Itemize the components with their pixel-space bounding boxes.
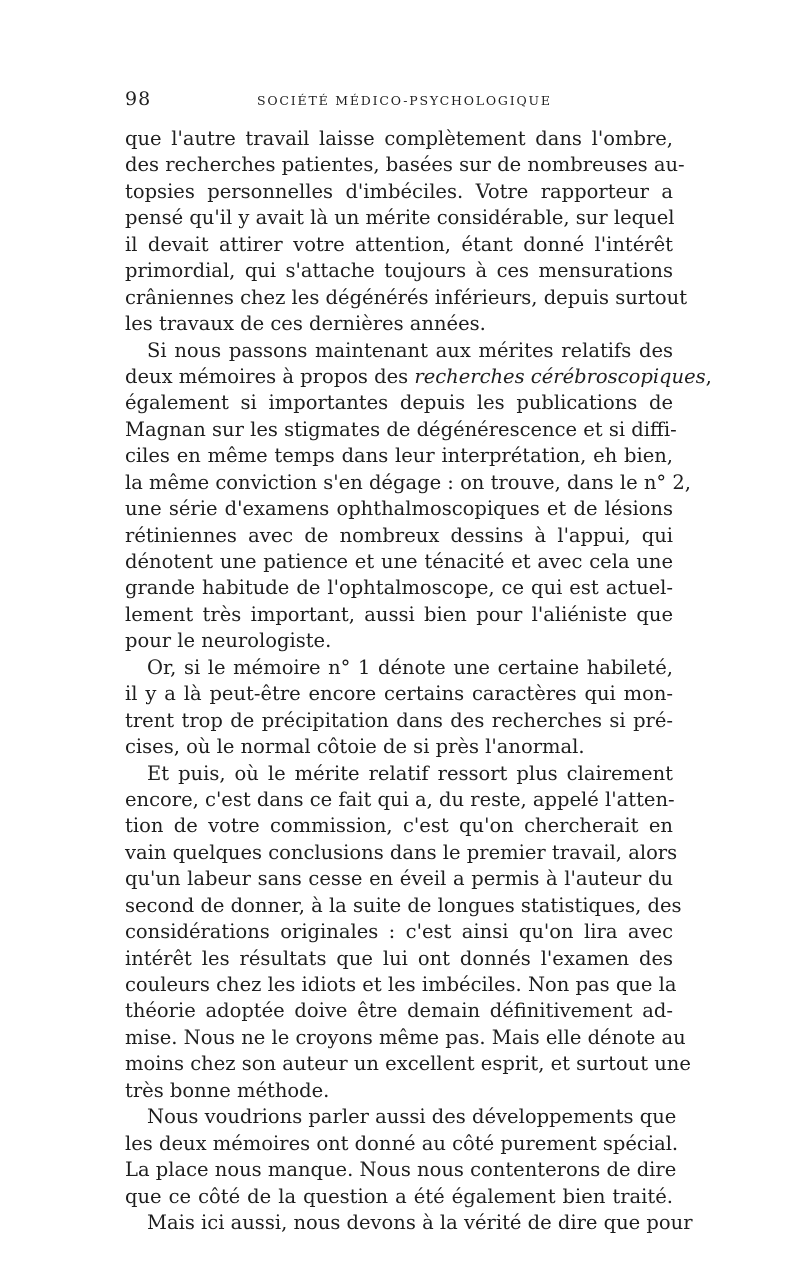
body-text [125, 126, 712, 1236]
text-line: des recherches patientes, basées sur de nombreuses au- [125, 153, 685, 177]
text-line: une série d'examens ophthalmoscopiques et de lésions [125, 497, 673, 521]
text-line: trent trop de précipitation dans des recherches si pré- [125, 708, 673, 732]
text-line: théorie adoptée doive être demain définitivement ad- [125, 999, 673, 1023]
text-line: moins chez son auteur un excellent esprit, et surtout une [125, 1052, 691, 1076]
text-segment: deux mémoires à propos des [125, 364, 415, 388]
text-line: vain quelques conclusions dans le premier travail, alors [125, 840, 678, 864]
running-head: SOCIÉTÉ MÉDICO-PSYCHOLOGIQUE [257, 93, 552, 108]
text-line: dénotent une patience et une ténacité et avec cela une [125, 550, 673, 573]
text-line: couleurs chez les idiots et les imbéciles. Non pas que la [125, 973, 677, 996]
italic-phrase: recherches cérébroscopiques [414, 364, 706, 388]
text-line: encore, c'est dans ce fait qui a, du reste, appelé l'atten- [125, 787, 675, 811]
text-line: il y a là peut-être encore certains caractères qui mon- [125, 682, 673, 706]
text-line: considérations originales : c'est ainsi qu'on lira avec [125, 920, 673, 944]
page-number: 98 [125, 88, 152, 110]
text-line: Magnan sur les stigmates de dégénérescence et si diffi- [125, 417, 677, 441]
text-line: Or, si le mémoire n° 1 dénote une certaine habileté, [147, 655, 673, 679]
text-line: pour le neurologiste. [125, 629, 332, 653]
text-line: que l'autre travail laisse complètement dans l'ombre, [125, 127, 673, 150]
text-line: les travaux de ces dernières années. [125, 312, 486, 336]
text-line: les deux mémoires ont donné au côté purement spécial. [125, 1131, 679, 1155]
text-line: topsies personnelles d'imbéciles. Votre rapporteur a [125, 179, 673, 203]
text-line: la même conviction s'en dégage : on trouve, dans le n° 2, [125, 470, 691, 494]
text-line: que ce côté de la question a été également bien traité. [125, 1184, 673, 1208]
text-line: crâniennes chez les dégénérés inférieurs, depuis surtout [125, 285, 688, 309]
text-line: Nous voudrions parler aussi des développements que [147, 1105, 677, 1129]
text-line: La place nous manque. Nous nous contenterons de dire [125, 1158, 677, 1182]
text-line: mise. Nous ne le croyons même pas. Mais elle dénote au [125, 1025, 686, 1049]
text-line: Et puis, où le mérite relatif ressort plus clairement [147, 761, 673, 785]
text-line: ciles en même temps dans leur interprétation, eh bien, [125, 444, 673, 468]
text-line-with-italic [125, 364, 712, 390]
text-line: second de donner, à la suite de longues statistiques, des [125, 893, 682, 917]
text-line: il devait attirer votre attention, étant donné l'intérêt [125, 232, 673, 256]
text-segment: , [705, 364, 712, 388]
text-line: primordial, qui s'attache toujours à ces mensurations [125, 259, 673, 283]
page-header [125, 88, 673, 116]
text-line: qu'un labeur sans cesse en éveil a permis à l'auteur du [125, 867, 673, 891]
text-line: également si importantes depuis les publications de [125, 391, 673, 415]
text-line: très bonne méthode. [125, 1078, 330, 1102]
text-line: grande habitude de l'ophtalmoscope, ce qui est actuel- [125, 576, 673, 600]
text-line: cises, où le normal côtoie de si près l'anormal. [125, 735, 585, 759]
text-line: Mais ici aussi, nous devons à la vérité de dire que pour [147, 1210, 693, 1234]
text-line: intérêt les résultats que lui ont donnés l'examen des [125, 946, 673, 970]
text-line: Si nous passons maintenant aux mérites relatifs des [147, 338, 673, 362]
text-line: pensé qu'il y avait là un mérite considérable, sur lequel [125, 206, 675, 230]
text-line: tion de votre commission, c'est qu'on chercherait en [125, 814, 673, 838]
text-line: rétiniennes avec de nombreux dessins à l'appui, qui [125, 523, 673, 547]
text-line: lement très important, aussi bien pour l'aliéniste que [125, 602, 673, 626]
